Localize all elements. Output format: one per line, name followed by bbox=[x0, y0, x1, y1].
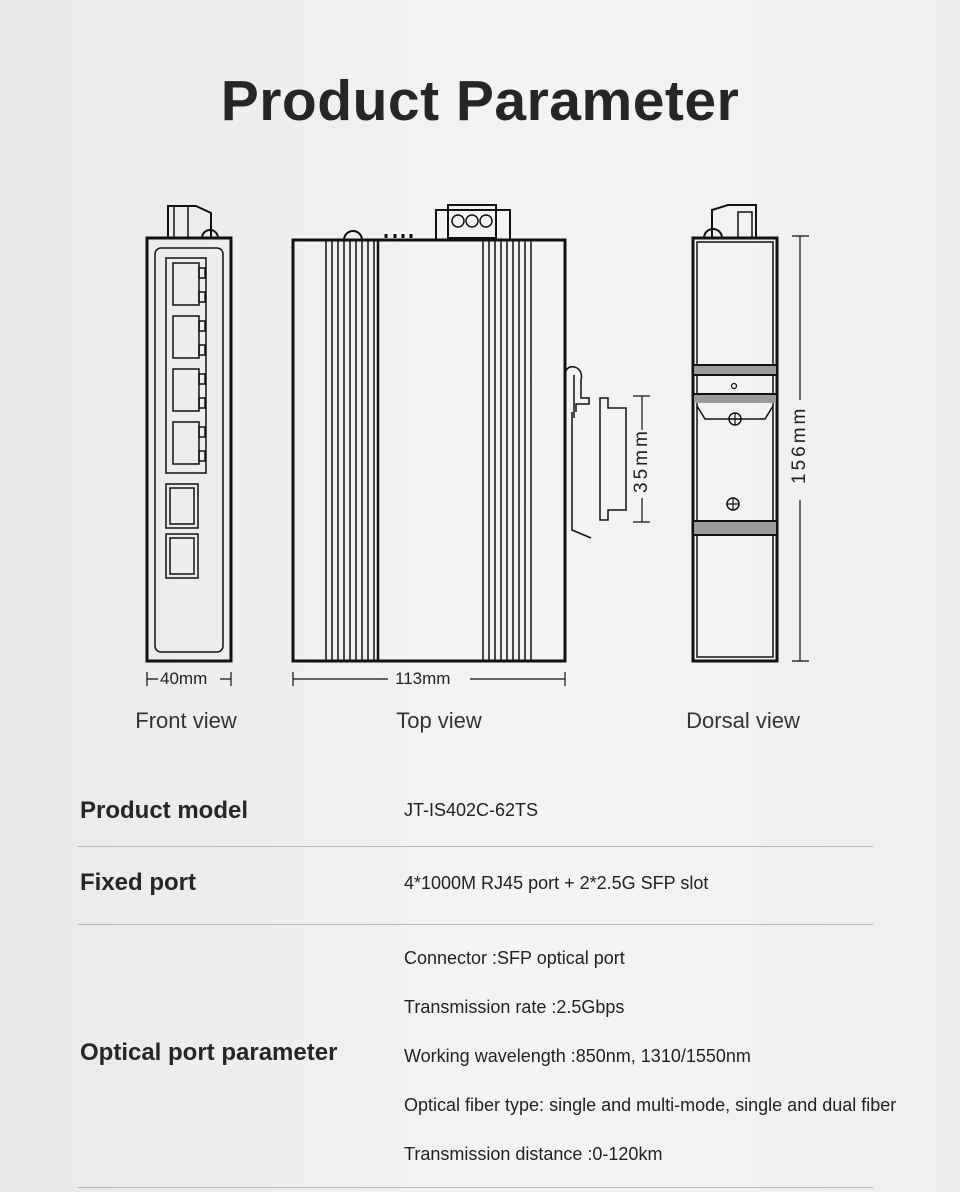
top-width-dimension: 113mm bbox=[395, 669, 451, 688]
divider bbox=[78, 846, 873, 847]
optical-rate: Transmission rate :2.5Gbps bbox=[404, 997, 625, 1017]
dorsal-view-label: Dorsal view bbox=[686, 708, 800, 733]
fixed-port-label: Fixed port bbox=[80, 869, 197, 896]
optical-port-label: Optical port parameter bbox=[80, 1039, 338, 1066]
divider bbox=[78, 924, 873, 925]
top-view-drawing bbox=[293, 205, 650, 686]
optical-distance: Transmission distance :0-120km bbox=[404, 1144, 663, 1164]
page-title: Product Parameter bbox=[220, 69, 740, 133]
product-model-value: JT-IS402C-62TS bbox=[404, 800, 539, 820]
front-view-label: Front view bbox=[135, 708, 237, 733]
optical-wavelength: Working wavelength :850nm, 1310/1550nm bbox=[404, 1046, 751, 1066]
rail-height-dimension: 35mm bbox=[631, 428, 652, 493]
dorsal-height-dimension: 156mm bbox=[789, 405, 810, 484]
optical-connector: Connector :SFP optical port bbox=[404, 948, 625, 968]
top-view-label: Top view bbox=[396, 708, 482, 733]
front-width-dimension: 40mm bbox=[160, 669, 208, 688]
divider bbox=[78, 1187, 873, 1188]
fixed-port-value: 4*1000M RJ45 port + 2*2.5G SFP slot bbox=[404, 873, 709, 893]
front-view-drawing bbox=[147, 206, 231, 686]
product-model-label: Product model bbox=[80, 797, 249, 824]
optical-fiber-type: Optical fiber type: single and multi-mode, single and dual fiber bbox=[404, 1095, 897, 1115]
